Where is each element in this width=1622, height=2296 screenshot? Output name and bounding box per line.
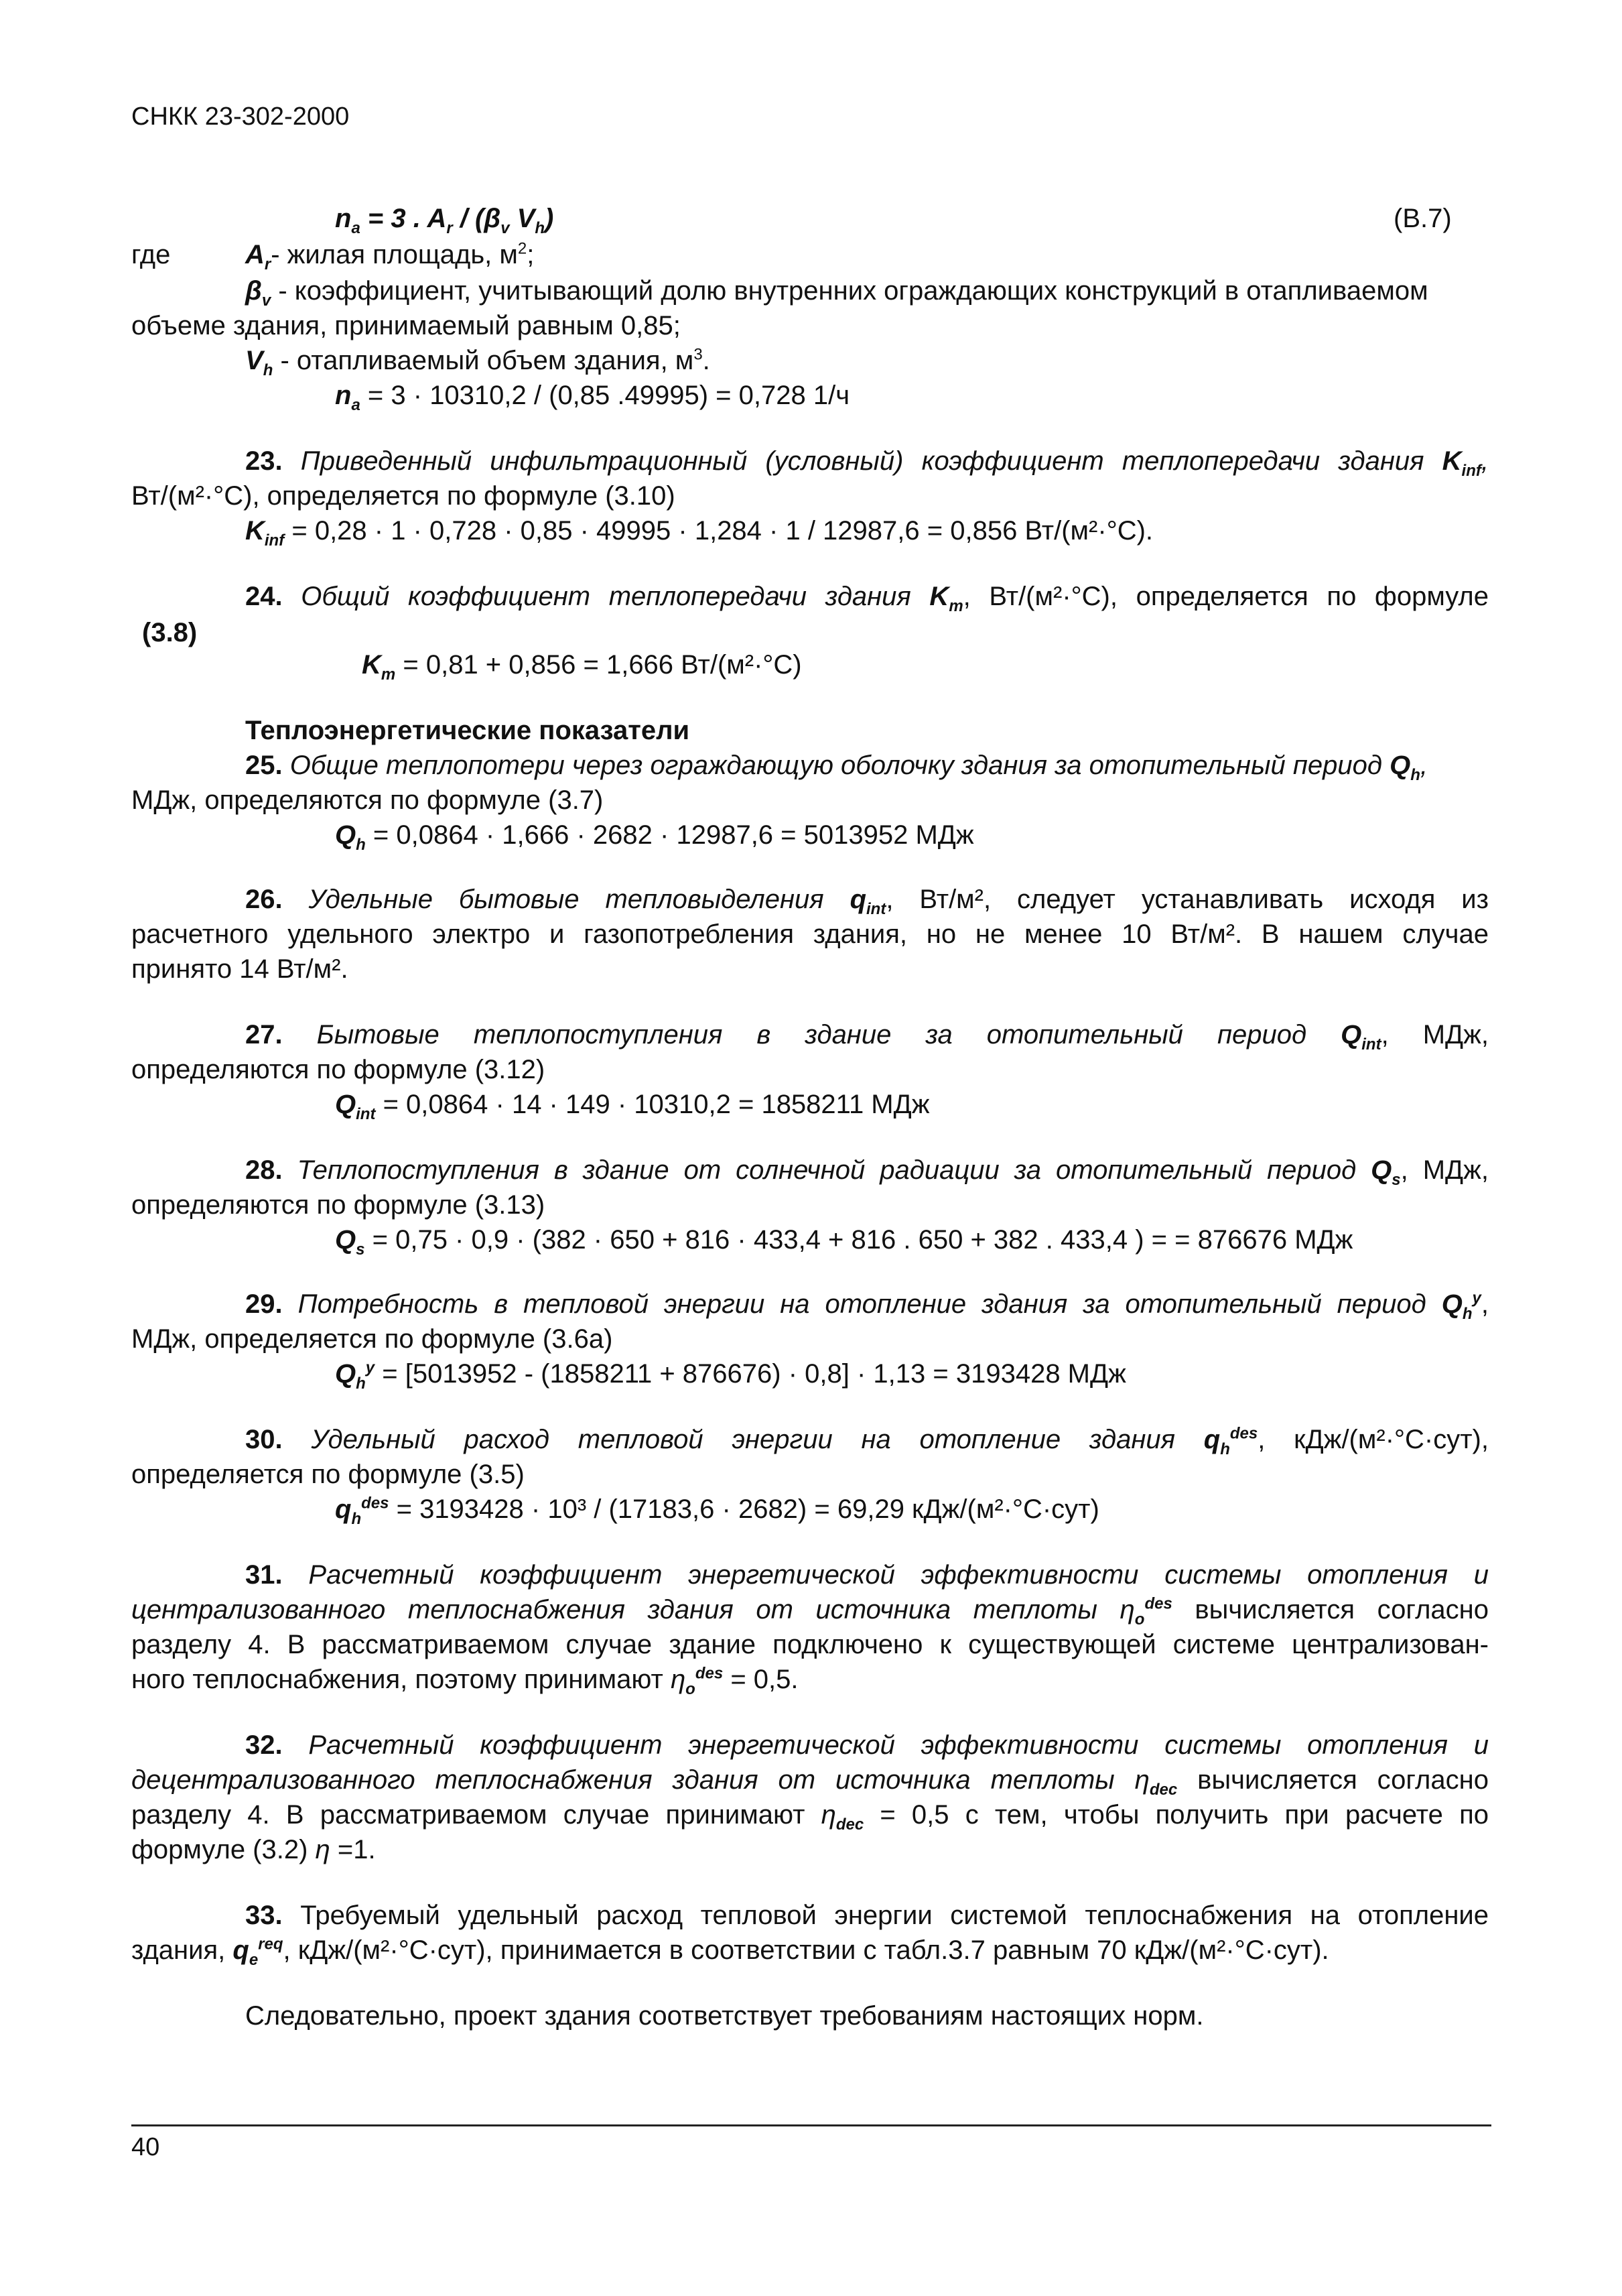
item-29-title: 29. Потребность в тепловой энергии на отопление здания за отопительный период $Q_h^y$,: [245, 1289, 1489, 1323]
item-30-line2: определяется по формуле (3.5): [131, 1460, 525, 1489]
formula-b7: $n_a = 3$ . $A_r / (\beta_v$ $V_h$): [335, 204, 554, 237]
conclusion-text: Следовательно, проект здания соответствует требованиям настоящих норм.: [245, 2001, 1204, 2031]
item-28-line2: определяются по формуле (3.13): [131, 1190, 545, 1220]
page-number: 40: [131, 2133, 160, 2161]
bv-definition: $\beta_v$ - коэффициент, учитывающий долю внутренних ограждающих конструкций в отапливаемом: [245, 276, 1428, 310]
item-24-title: 24. Общий коэффициент теплопередачи здания $K_m$, Вт/(м²·°С), определяется по формуле: [245, 582, 1489, 615]
item-23-title: 23. Приведенный инфильтрационный (условный) коэффициент теплопередачи здания $K_{inf}$,: [245, 446, 1489, 480]
item-30-calc: $q_h^{des} = 3193428 \cdot 10^3 / (17183,6 \cdot 2682) = 69,29$ кДж/(м²·°С·сут): [335, 1494, 1099, 1528]
item-31-line4: ного теплоснабжения, поэтому принимают $\eta_o^{des} = 0,5$.: [131, 1664, 799, 1698]
item-32-line4: формуле (3.2) η =1.: [131, 1835, 376, 1864]
where-label: где: [131, 240, 171, 269]
item-33-line2: здания, $q_e^{req}$, кДж/(м²·°С·сут), принимается в соответствии с табл.3.7 равным 70 кДж/(м²·°С·сут).: [131, 1935, 1329, 1969]
na-calculation: $n_a = 3 \cdot 10310,2 / (0,85$ .49995) = 0,728 1/ч: [335, 381, 850, 414]
item-32-line2: децентрализованного теплоснабжения здания от источника теплоты $\eta_{dec}$ вычисляется согласно: [131, 1765, 1489, 1799]
item-25-calc: $Q_h = 0,0864 \cdot 1,666 \cdot 2682 \cdot 12987,6 = 5013952$ МДж: [335, 820, 974, 854]
item-26-line3: принято 14 Вт/м².: [131, 954, 348, 984]
footer-rule: [131, 2124, 1491, 2126]
item-25-title: 25. Общие теплопотери через ограждающую оболочку здания за отопительный период $Q_h$,: [245, 751, 1428, 784]
item-33-line1: 33. Требуемый удельный расход тепловой энергии системой теплоснабжения на отопление: [245, 1901, 1489, 1930]
item-32-line3: разделу 4. В рассматриваемом случае принимают $\eta_{dec} = 0,5$ с тем, чтобы получить при расчете по: [131, 1800, 1489, 1834]
section-heading: Теплоэнергетические показатели: [245, 716, 690, 745]
item-23-calc: $K_{inf} = 0,28 \cdot 1 \cdot 0,728 \cdot 0,85 \cdot 49995 \cdot 1,284 \cdot 1 / 12987,6 = 0,856$ Вт/(м²·°С).: [245, 516, 1154, 550]
item-26-line2: расчетного удельного электро и газопотребления здания, но не менее 10 Вт/м². В нашем случае: [131, 919, 1489, 949]
item-24-ref: (3.8): [142, 618, 198, 647]
ar-definition: $A_r-$ жилая площадь, $м^2$;: [245, 239, 535, 273]
formula-number: (В.7): [1394, 204, 1452, 233]
item-30-title: 30. Удельный расход тепловой энергии на отопление здания $q_h^{des}$, кДж/(м²·°С·сут),: [245, 1424, 1489, 1458]
item-27-line2: определяются по формуле (3.12): [131, 1055, 545, 1084]
item-31-line1: 31. Расчетный коэффициент энергетической эффективности системы отопления и: [245, 1560, 1489, 1590]
item-28-calc: $Q_s = 0,75 \cdot 0,9 \cdot (382 \cdot 650 + 816 \cdot 433,4 + 816$ . 650 + 382 . 433,4 ) = = 876676 МДж: [335, 1225, 1353, 1259]
item-28-title: 28. Теплопоступления в здание от солнечной радиации за отопительный период $Q_s$, МДж,: [245, 1155, 1489, 1189]
item-25-line2: МДж, определяются по формуле (3.7): [131, 785, 604, 815]
item-27-calc: $Q_{int} = 0,0864 \cdot 14 \cdot 149 \cdot 10310,2 = 1858211$ МДж: [335, 1090, 930, 1123]
item-29-line2: МДж, определяется по формуле (3.6а): [131, 1324, 613, 1354]
vh-definition: $V_h$ - отапливаемый объем здания, $м^3$.: [245, 345, 710, 379]
item-31-line3: разделу 4. В рассматриваемом случае здание подключено к существующей системе централизован-: [131, 1630, 1489, 1659]
bv-definition-cont: объеме здания, принимаемый равным 0,85;: [131, 311, 681, 340]
item-31-line2: централизованного теплоснабжения здания от источника теплоты $\eta_o^{des}$ вычисляется согласно: [131, 1594, 1489, 1629]
item-26-title: 26. Удельные бытовые тепловыделения $q_{int}$, Вт/м², следует устанавливать исходя из: [245, 885, 1489, 918]
item-29-calc: $Q_h^y = [5013952 - (1858211 + 876676) \cdot 0,8] \cdot 1,13 = 3193428$ МДж: [335, 1358, 1126, 1393]
item-23-line2: Вт/(м²·°С), определяется по формуле (3.10): [131, 481, 675, 511]
document-code-header: СНКК 23-302-2000: [131, 103, 350, 131]
item-32-line1: 32. Расчетный коэффициент энергетической эффективности системы отопления и: [245, 1730, 1489, 1760]
item-27-title: 27. Бытовые теплопоступления в здание за отопительный период $Q_{int}$, МДж,: [245, 1020, 1489, 1054]
item-24-calc: $K_m = 0,81 + 0,856 = 1,666$ Вт/(м²·°С): [362, 650, 802, 684]
